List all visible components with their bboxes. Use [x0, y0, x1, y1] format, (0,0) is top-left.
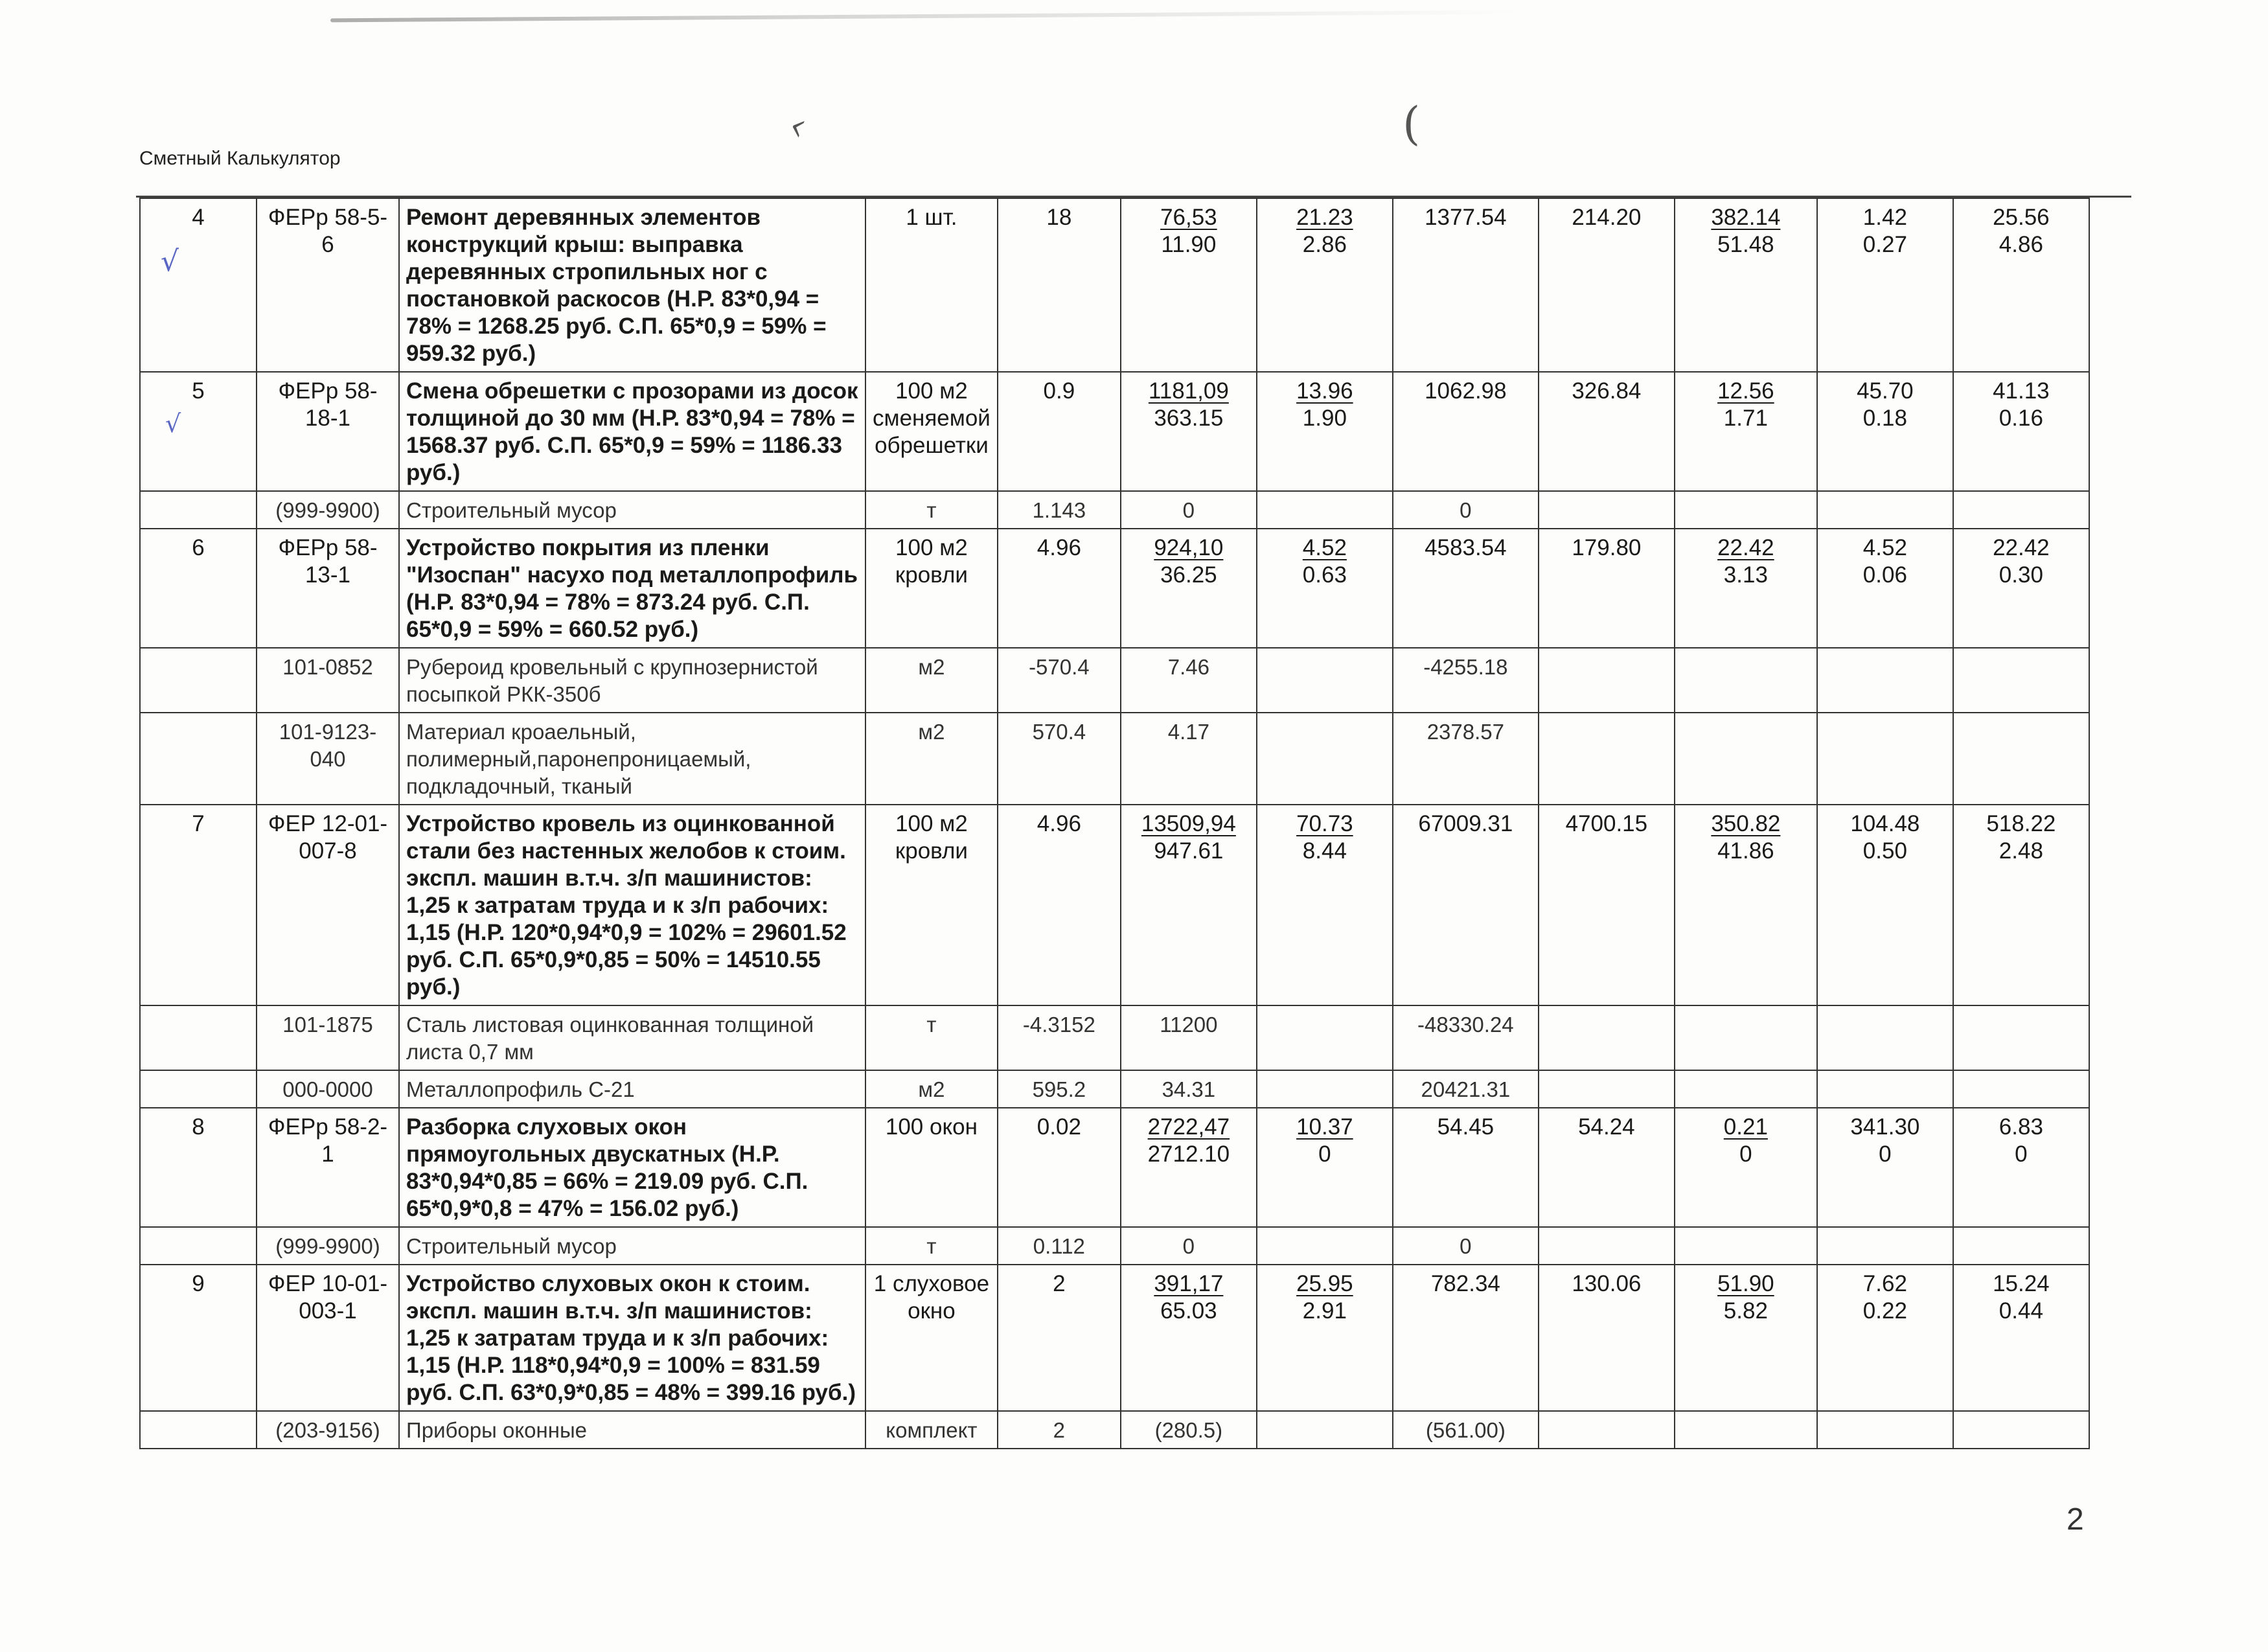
machine-total [1675, 372, 1817, 491]
unit-cost-top: 13509,94 [1141, 811, 1236, 836]
table-row [140, 529, 2089, 648]
unit: м2 [865, 1070, 998, 1108]
unit-cost-bottom: 65.03 [1160, 1298, 1217, 1324]
empty-cell [1953, 1070, 2089, 1108]
unit-price: 11200 [1121, 1005, 1257, 1070]
unit: 100 м2 кровли [865, 529, 998, 648]
empty-cell [1953, 713, 2089, 805]
unit-price: 7.46 [1121, 648, 1257, 713]
labor-total [1953, 1265, 2089, 1411]
scan-artifact-line [330, 10, 1522, 23]
empty-cell [1539, 491, 1675, 529]
estimate-table-body [140, 198, 2089, 1449]
estimate-table [139, 198, 2090, 1449]
quantity: 4.96 [998, 529, 1121, 648]
table-subrow [140, 1070, 2089, 1108]
machine-cost-top: 21.23 [1296, 205, 1353, 230]
work-description: Устройство покрытия из пленки "Изоспан" насухо под металлопрофиль (Н.Р. 83*0,94 = 78% = 873.24 руб. С.П. 65*0,9 = 59% = 660.52 руб.) [399, 529, 865, 648]
labor-total [1953, 1108, 2089, 1227]
rate-code: ФЕР 12-01-007-8 [257, 805, 399, 1005]
table-subrow [140, 1227, 2089, 1265]
wage-cost: 326.84 [1539, 372, 1675, 491]
table-row [140, 372, 2089, 491]
labor-total-bottom: 0 [2015, 1141, 2028, 1167]
labor-unit [1817, 1108, 1953, 1227]
machine-total-bottom: 1.71 [1723, 406, 1768, 431]
empty-cell [1953, 1005, 2089, 1070]
empty-cell [1539, 1070, 1675, 1108]
labor-unit [1817, 805, 1953, 1005]
row-number: 7 [140, 805, 257, 1005]
wage-cost: 214.20 [1539, 198, 1675, 372]
labor-total [1953, 529, 2089, 648]
unit: м2 [865, 713, 998, 805]
row-number-empty [140, 648, 257, 713]
unit-cost [1121, 529, 1257, 648]
empty-cell [1817, 648, 1953, 713]
quantity: -570.4 [998, 648, 1121, 713]
unit-cost-top: 391,17 [1154, 1271, 1224, 1296]
quantity: -4.3152 [998, 1005, 1121, 1070]
material-description: Сталь листовая оцинкованная толщиной листа 0,7 мм [399, 1005, 865, 1070]
labor-total-bottom: 2.48 [1999, 838, 2043, 864]
labor-unit-bottom: 0.50 [1862, 838, 1907, 864]
unit-cost [1121, 1108, 1257, 1227]
empty-cell [1257, 713, 1393, 805]
unit-cost-bottom: 11.90 [1161, 232, 1217, 257]
machine-cost [1257, 372, 1393, 491]
labor-unit-top: 1.42 [1862, 205, 1907, 230]
unit-cost-bottom: 2712.10 [1147, 1141, 1230, 1167]
empty-cell [1539, 648, 1675, 713]
empty-cell [1675, 1227, 1817, 1265]
material-code: 101-0852 [257, 648, 399, 713]
work-description: Ремонт деревянных элементов конструкций крыш: выправка деревянных стропильных ног с постановкой раскосов (Н.Р. 83*0,94 = 78% = 1268.25 руб. С.П. 65*0,9 = 59% = 959.32 руб.) [399, 198, 865, 372]
ink-mark-left: ‹ [783, 102, 814, 150]
labor-total-top: 22.42 [1993, 535, 2050, 560]
labor-unit-top: 4.52 [1862, 535, 1907, 560]
machine-total-bottom: 41.86 [1717, 838, 1774, 864]
total-cost: -48330.24 [1393, 1005, 1539, 1070]
unit-price: 0 [1121, 491, 1257, 529]
machine-cost-top: 13.96 [1296, 378, 1353, 404]
unit-cost-bottom: 36.25 [1160, 562, 1217, 588]
machine-cost [1257, 805, 1393, 1005]
table-subrow [140, 648, 2089, 713]
empty-cell [1675, 491, 1817, 529]
material-description: Рубероид кровельный с крупнозернистой посыпкой РКК-350б [399, 648, 865, 713]
row-number: 9 [140, 1265, 257, 1411]
total-cost: (561.00) [1393, 1411, 1539, 1449]
table-row [140, 1265, 2089, 1411]
empty-cell [1257, 1070, 1393, 1108]
work-description: Устройство кровель из оцинкованной стали без настенных желобов к стоим. экспл. машин в.т.ч. з/п машинистов: 1,25 к затратам труда и к з/п рабочих: 1,15 (Н.Р. 120*0,94*0,9 = 102% = 29601.52 руб. С.П. 65*0,9*0,85 = 50% = 14510.55 руб.) [399, 805, 865, 1005]
material-description: Строительный мусор [399, 491, 865, 529]
unit-cost [1121, 1265, 1257, 1411]
machine-total-top: 12.56 [1717, 378, 1774, 404]
material-description: Строительный мусор [399, 1227, 865, 1265]
unit: т [865, 491, 998, 529]
checkmark-row-5: √ [165, 409, 181, 438]
unit: м2 [865, 648, 998, 713]
table-row [140, 1108, 2089, 1227]
total-cost: 0 [1393, 491, 1539, 529]
unit-cost-bottom: 947.61 [1154, 838, 1224, 864]
unit-cost-top: 924,10 [1154, 535, 1224, 560]
labor-total-top: 15.24 [1993, 1271, 2050, 1296]
labor-unit [1817, 529, 1953, 648]
empty-cell [1675, 713, 1817, 805]
empty-cell [1817, 1227, 1953, 1265]
unit: 1 слуховое окно [865, 1265, 998, 1411]
material-code: 101-1875 [257, 1005, 399, 1070]
labor-unit-top: 45.70 [1857, 378, 1914, 404]
empty-cell [1675, 648, 1817, 713]
machine-total [1675, 805, 1817, 1005]
empty-cell [1257, 491, 1393, 529]
total-cost: 20421.31 [1393, 1070, 1539, 1108]
unit-cost [1121, 805, 1257, 1005]
machine-total [1675, 198, 1817, 372]
empty-cell [1675, 1070, 1817, 1108]
quantity: 2 [998, 1411, 1121, 1449]
machine-cost [1257, 198, 1393, 372]
unit-cost-bottom: 363.15 [1154, 406, 1224, 431]
unit-cost-top: 76,53 [1160, 205, 1217, 230]
row-number-empty [140, 1070, 257, 1108]
total-cost: 782.34 [1393, 1265, 1539, 1411]
labor-unit-bottom: 0 [1879, 1141, 1892, 1167]
empty-cell [1817, 1005, 1953, 1070]
labor-total-top: 518.22 [1986, 811, 2056, 836]
total-cost: 1377.54 [1393, 198, 1539, 372]
unit-cost [1121, 198, 1257, 372]
empty-cell [1257, 1411, 1393, 1449]
labor-total-top: 25.56 [1993, 205, 2050, 230]
empty-cell [1539, 713, 1675, 805]
labor-total-bottom: 4.86 [1999, 232, 2043, 257]
checkmark-row-4: √ [161, 245, 179, 278]
quantity: 1.143 [998, 491, 1121, 529]
row-number-empty [140, 1005, 257, 1070]
unit: т [865, 1005, 998, 1070]
empty-cell [1953, 648, 2089, 713]
total-cost: 0 [1393, 1227, 1539, 1265]
unit: 100 м2 кровли [865, 805, 998, 1005]
total-cost: 67009.31 [1393, 805, 1539, 1005]
empty-cell [1675, 1005, 1817, 1070]
labor-total [1953, 372, 2089, 491]
machine-cost-bottom: 0 [1318, 1141, 1331, 1167]
material-code: 000-0000 [257, 1070, 399, 1108]
machine-total [1675, 1108, 1817, 1227]
machine-total-bottom: 3.13 [1723, 562, 1768, 588]
material-code: (203-9156) [257, 1411, 399, 1449]
row-number-empty [140, 1227, 257, 1265]
unit-cost-top: 1181,09 [1148, 378, 1229, 404]
unit-price: 4.17 [1121, 713, 1257, 805]
machine-cost [1257, 1265, 1393, 1411]
labor-unit-bottom: 0.18 [1862, 406, 1907, 431]
total-cost: 2378.57 [1393, 713, 1539, 805]
quantity: 4.96 [998, 805, 1121, 1005]
machine-cost-top: 25.95 [1296, 1271, 1353, 1296]
empty-cell [1257, 1227, 1393, 1265]
empty-cell [1257, 648, 1393, 713]
unit: комплект [865, 1411, 998, 1449]
labor-total-bottom: 0.16 [1999, 406, 2043, 431]
machine-cost-bottom: 1.90 [1302, 406, 1347, 431]
page-number: 2 [2067, 1502, 2084, 1537]
row-number-empty [140, 1411, 257, 1449]
unit-price: (280.5) [1121, 1411, 1257, 1449]
unit: т [865, 1227, 998, 1265]
wage-cost: 179.80 [1539, 529, 1675, 648]
quantity: 595.2 [998, 1070, 1121, 1108]
machine-cost-bottom: 2.91 [1302, 1298, 1347, 1324]
total-cost: 4583.54 [1393, 529, 1539, 648]
labor-total [1953, 805, 2089, 1005]
unit-cost [1121, 372, 1257, 491]
empty-cell [1539, 1411, 1675, 1449]
machine-total-bottom: 0 [1739, 1141, 1752, 1167]
unit: 100 окон [865, 1108, 998, 1227]
material-description: Материал кроаельный, полимерный,паронепроницаемый, подкладочный, тканый [399, 713, 865, 805]
work-description: Смена обрешетки с прозорами из досок толщиной до 30 мм (Н.Р. 83*0,94 = 78% = 1568.37 руб. С.П. 65*0,9 = 59% = 1186.33 руб.) [399, 372, 865, 491]
machine-total-top: 382.14 [1711, 205, 1781, 230]
quantity: 0.112 [998, 1227, 1121, 1265]
quantity: 570.4 [998, 713, 1121, 805]
ink-mark-right: ( [1403, 97, 1421, 150]
empty-cell [1953, 1411, 2089, 1449]
wage-cost: 4700.15 [1539, 805, 1675, 1005]
labor-unit [1817, 1265, 1953, 1411]
unit: 1 шт. [865, 198, 998, 372]
machine-cost-top: 70.73 [1296, 811, 1353, 836]
empty-cell [1539, 1005, 1675, 1070]
labor-unit-bottom: 0.27 [1862, 232, 1907, 257]
rate-code: ФЕР 10-01-003-1 [257, 1265, 399, 1411]
machine-total-bottom: 5.82 [1723, 1298, 1768, 1324]
material-code: 101-9123-040 [257, 713, 399, 805]
material-code: (999-9900) [257, 1227, 399, 1265]
machine-total-top: 350.82 [1711, 811, 1781, 836]
table-row [140, 805, 2089, 1005]
quantity: 0.9 [998, 372, 1121, 491]
rate-code: ФЕРр 58-13-1 [257, 529, 399, 648]
machine-cost-top: 4.52 [1302, 535, 1347, 560]
machine-cost [1257, 1108, 1393, 1227]
document-header-title: Сметный Калькулятор [139, 148, 341, 169]
material-description: Приборы оконные [399, 1411, 865, 1449]
unit-price: 34.31 [1121, 1070, 1257, 1108]
quantity: 18 [998, 198, 1121, 372]
empty-cell [1817, 713, 1953, 805]
empty-cell [1953, 1227, 2089, 1265]
table-subrow [140, 1411, 2089, 1449]
labor-unit-top: 104.48 [1850, 811, 1920, 836]
machine-cost-top: 10.37 [1296, 1114, 1353, 1140]
machine-cost-bottom: 8.44 [1302, 838, 1347, 864]
rate-code: ФЕРр 58-2-1 [257, 1108, 399, 1227]
row-number: 8 [140, 1108, 257, 1227]
empty-cell [1817, 491, 1953, 529]
machine-total-bottom: 51.48 [1717, 232, 1774, 257]
unit-cost-top: 2722,47 [1147, 1114, 1230, 1140]
machine-cost-bottom: 2.86 [1302, 232, 1347, 257]
machine-total-top: 22.42 [1717, 535, 1774, 560]
wage-cost: 54.24 [1539, 1108, 1675, 1227]
table-subrow [140, 491, 2089, 529]
machine-total [1675, 529, 1817, 648]
table-row [140, 198, 2089, 372]
empty-cell [1817, 1070, 1953, 1108]
table-subrow [140, 713, 2089, 805]
labor-unit [1817, 198, 1953, 372]
work-description: Разборка слуховых окон прямоугольных двускатных (Н.Р. 83*0,94*0,85 = 66% = 219.09 руб. С.П. 65*0,9*0,8 = 47% = 156.02 руб.) [399, 1108, 865, 1227]
total-cost: 54.45 [1393, 1108, 1539, 1227]
empty-cell [1953, 491, 2089, 529]
rate-code: ФЕРр 58-18-1 [257, 372, 399, 491]
empty-cell [1817, 1411, 1953, 1449]
labor-total-bottom: 0.44 [1999, 1298, 2043, 1324]
material-code: (999-9900) [257, 491, 399, 529]
empty-cell [1539, 1227, 1675, 1265]
labor-total [1953, 198, 2089, 372]
total-cost: 1062.98 [1393, 372, 1539, 491]
table-subrow [140, 1005, 2089, 1070]
total-cost: -4255.18 [1393, 648, 1539, 713]
row-number: 5 [140, 372, 257, 491]
labor-total-top: 41.13 [1993, 378, 2050, 404]
quantity: 0.02 [998, 1108, 1121, 1227]
row-number: 4 [140, 198, 257, 372]
machine-total-top: 51.90 [1717, 1271, 1774, 1296]
rate-code: ФЕРр 58-5-6 [257, 198, 399, 372]
work-description: Устройство слуховых окон к стоим. экспл. машин в.т.ч. з/п машинистов: 1,25 к затратам труда и к з/п рабочих: 1,15 (Н.Р. 118*0,94*0,9 = 100% = 831.59 руб. С.П. 63*0,9*0,85 = 48% = 399.16 руб.) [399, 1265, 865, 1411]
labor-unit [1817, 372, 1953, 491]
labor-unit-bottom: 0.22 [1862, 1298, 1907, 1324]
row-number-empty [140, 713, 257, 805]
row-number: 6 [140, 529, 257, 648]
empty-cell [1257, 1005, 1393, 1070]
material-description: Металлопрофиль С-21 [399, 1070, 865, 1108]
empty-cell [1675, 1411, 1817, 1449]
quantity: 2 [998, 1265, 1121, 1411]
row-number-empty [140, 491, 257, 529]
machine-cost [1257, 529, 1393, 648]
labor-total-bottom: 0.30 [1999, 562, 2043, 588]
unit-price: 0 [1121, 1227, 1257, 1265]
wage-cost: 130.06 [1539, 1265, 1675, 1411]
labor-unit-top: 341.30 [1850, 1114, 1920, 1140]
labor-unit-top: 7.62 [1862, 1271, 1907, 1296]
machine-cost-bottom: 0.63 [1302, 562, 1347, 588]
machine-total-top: 0.21 [1723, 1114, 1768, 1140]
labor-unit-bottom: 0.06 [1862, 562, 1907, 588]
unit: 100 м2 сменяемой обрешетки [865, 372, 998, 491]
machine-total [1675, 1265, 1817, 1411]
labor-total-top: 6.83 [1999, 1114, 2043, 1140]
